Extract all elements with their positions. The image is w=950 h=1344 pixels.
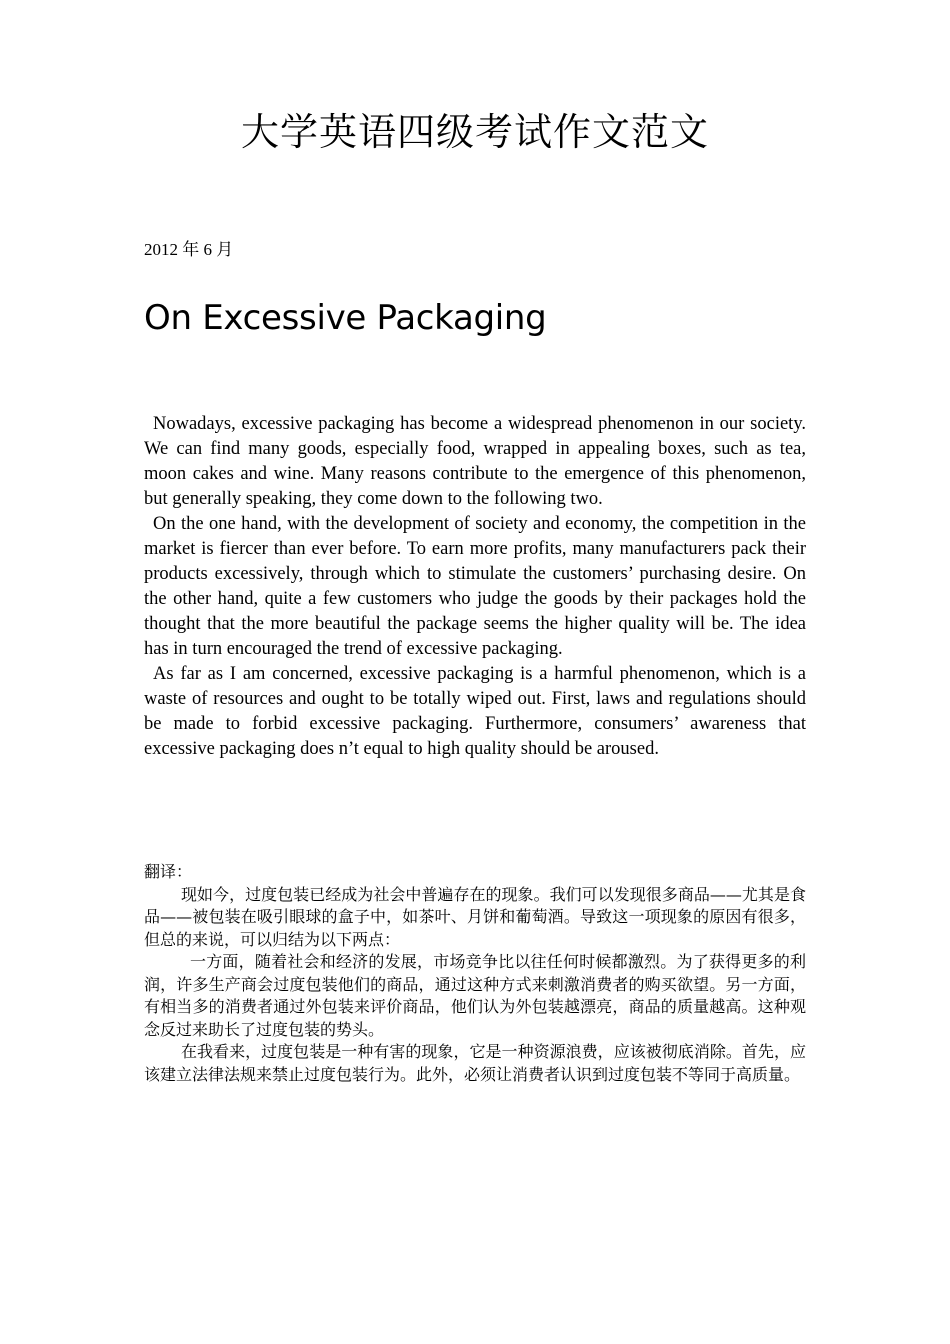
essay-title: On Excessive Packaging <box>144 298 547 338</box>
translation-label: 翻译： <box>144 862 193 881</box>
translation-paragraph: 现如今，过度包装已经成为社会中普遍存在的现象。我们可以发现很多商品——尤其是食品——被包装在吸引眼球的盒子中，如茶叶、月饼和葡萄酒。导致这一项现象的原因有很多，但总的来说，可以归结为以下两点： <box>144 884 806 949</box>
document-date: 2012 年 6 月 <box>144 240 234 259</box>
essay-paragraph: As far as I am concerned, excessive packaging is a harmful phenomenon, which is a waste of resources and ought to be totally wiped out. First, laws and regulations should be made to forbid excessive packaging. Furthermore, consumers’ awareness that excessive packaging does n’t equal to high quality should be aroused. <box>144 664 806 759</box>
essay-paragraph: On the one hand, with the development of society and economy, the competition in the market is fiercer than ever before. To earn more profits, many manufacturers pack their products excessively, through which to stimulate the customers’ purchasing desire. On the other hand, quite a few customers who judge the goods by their packages hold the thought that the more beautiful the package seems the higher quality will be. The idea has in turn encouraged the trend of excessive packaging. <box>144 514 806 659</box>
translation-paragraph: 一方面，随着社会和经济的发展，市场竞争比以往任何时候都激烈。为了获得更多的利润，许多生产商会过度包装他们的商品，通过这种方式来刺激消费者的购买欲望。另一方面，有相当多的消费者通过外包装来评价商品，他们认为外包装越漂亮，商品的质量越高。这种观念反过来助长了过度包装的势头。 <box>144 952 806 1039</box>
translation-paragraph: 在我看来，过度包装是一种有害的现象，它是一种资源浪费，应该被彻底消除。首先，应该建立法律法规来禁止过度包装行为。此外，必须让消费者认识到过度包装不等同于高质量。 <box>144 1042 806 1084</box>
translation-section <box>144 861 806 1086</box>
document-title: 大学英语四级考试作文范文 <box>240 110 709 154</box>
essay-paragraph: Nowadays, excessive packaging has become a widespread phenomenon in our society. We can find many goods, especially food, wrapped in appealing boxes, such as tea, moon cakes and wine. Many reasons contribute to the emergence of this phenomenon, but generally speaking, they come down to the following two. <box>144 414 806 509</box>
essay-body <box>144 412 806 762</box>
